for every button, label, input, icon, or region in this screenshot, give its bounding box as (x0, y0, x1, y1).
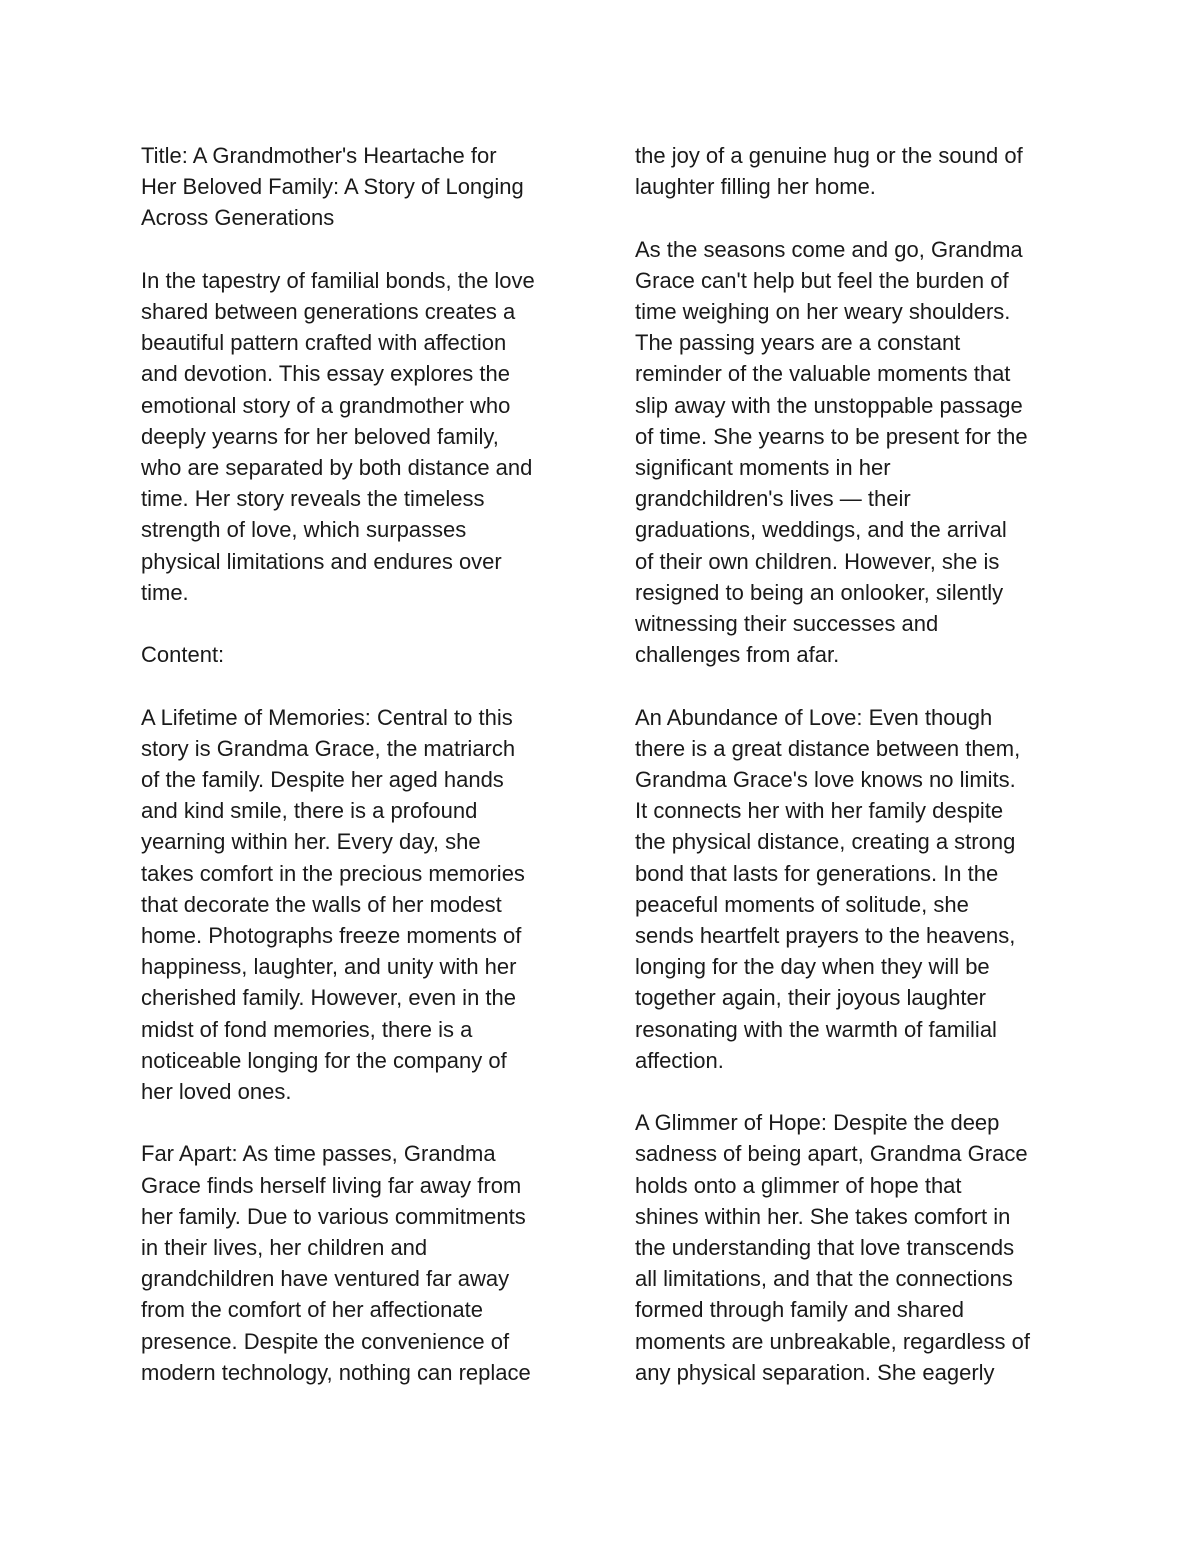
abundance-of-love-paragraph: An Abundance of Love: Even though there is a great distance between them, Grandma Grace's love knows no limits. It connects her with her family despite the physical distance, creating a strong bond that lasts for generations. In the peaceful moments of solitude, she sends heartfelt prayers to the heavens, longing for the day when they will be together again, their joyous laughter resonating with the warmth of familial affection. (635, 704, 1021, 1073)
memories-paragraph: A Lifetime of Memories: Central to this story is Grandma Grace, the matriarch of the family. Despite her aged hands and kind smile, there is a profound yearning within her. Every day, she takes comfort in the precious memories that decorate the walls of her modest home. Photographs freeze moments of happiness, laughter, and unity with her cherished family. However, even in the midst of fond memories, there is a noticeable longing for the company of her loved ones. (141, 704, 525, 1105)
far-apart-continued-paragraph: the joy of a genuine hug or the sound of laughter filling her home. (635, 143, 1023, 200)
left-column (141, 140, 581, 1419)
glimmer-of-hope-paragraph: A Glimmer of Hope: Despite the deep sadness of being apart, Grandma Grace holds onto a glimmer of hope that shines within her. She takes comfort in the understanding that love transcends all limitations, and that the connections formed through family and shared moments are unbreakable, regardless of any physical separation. She eagerly (635, 1110, 1030, 1385)
far-apart-paragraph: Far Apart: As time passes, Grandma Grace finds herself living far away from her family. Due to various commitments in their lives, her children and grandchildren have ventured far away from the comfort of her affectionate presence. Despite the convenience of modern technology, nothing can replace (141, 1141, 531, 1385)
intro-paragraph: In the tapestry of familial bonds, the love shared between generations creates a beautiful pattern crafted with affection and devotion. This essay explores the emotional story of a grandmother who deeply yearns for her beloved family, who are separated by both distance and time. Her story reveals the timeless strength of love, which surpasses physical limitations and endures over time. (141, 267, 535, 605)
content-heading: Content: (141, 642, 225, 668)
seasons-paragraph: As the seasons come and go, Grandma Grace can't help but feel the burden of time weighing on her weary shoulders. The passing years are a constant reminder of the valuable moments that slip away with the unstoppable passage of time. She yearns to be present for the significant moments in her grandchildren's lives — their graduations, weddings, and the arrival of their own children. However, she is resigned to being an onlooker, silently witnessing their successes and challenges from afar. (635, 236, 1028, 668)
essay-title: Title: A Grandmother's Heartache for Her Beloved Family: A Story of Longing Across Generations (141, 143, 524, 231)
right-column (635, 140, 1075, 1419)
